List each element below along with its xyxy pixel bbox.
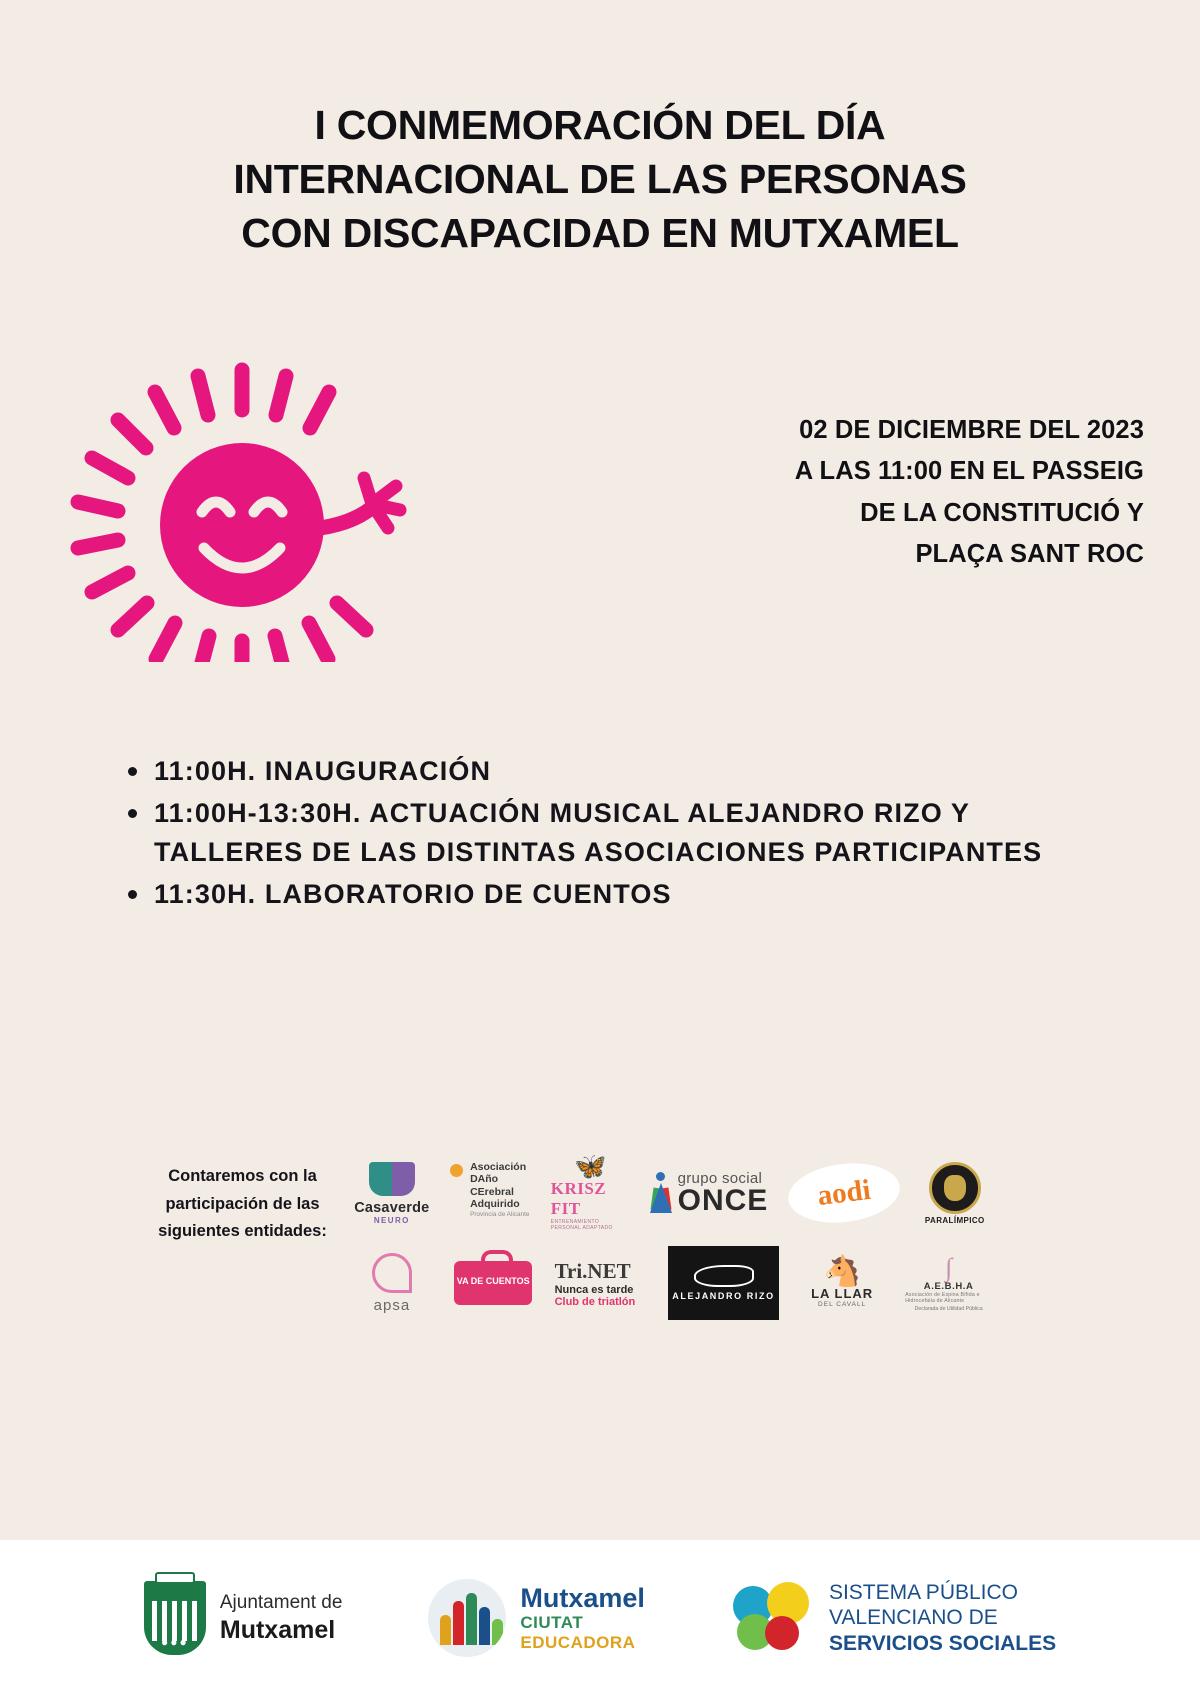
logo-line-1: Asociación: [470, 1161, 527, 1173]
logo-sublabel: Provincia de Alicante: [470, 1211, 530, 1219]
program-list: [122, 752, 1072, 917]
list-item: 11:30H. LABORATORIO DE CUENTOS: [122, 875, 1072, 913]
logo-label: PARALÍMPICO: [924, 1215, 985, 1225]
logo-sublabel: grupo social: [677, 1169, 763, 1187]
aebha-mark-icon: ∫: [945, 1252, 953, 1282]
footer-line-1: SISTEMA PÚBLICO: [828, 1581, 1019, 1605]
list-item: 11:00H. INAUGURACIÓN: [122, 752, 1072, 790]
logo-label: Tri.NET: [554, 1258, 631, 1283]
logo-label: apsa: [373, 1296, 411, 1314]
footer-ciutat-educadora: [428, 1579, 645, 1657]
sponsor-logos-row-1: [352, 1148, 992, 1238]
logo-va-de-cuentos: [450, 1245, 537, 1321]
logo-aodi: [788, 1155, 900, 1231]
sponsor-logos: [352, 1148, 992, 1328]
logo-sublabel: NEURO: [373, 1215, 410, 1225]
logo-trinet: [555, 1245, 650, 1321]
footer-line-2: Mutxamel: [219, 1615, 336, 1644]
butterfly-icon: 🦋: [574, 1151, 607, 1182]
footer-line-1: Ajuntament de: [219, 1592, 343, 1614]
footer-line-2: CIUTAT: [520, 1613, 584, 1633]
event-date: 02 DE DICIEMBRE DEL 2023: [799, 416, 1144, 444]
logo-line-3: CErebral: [470, 1185, 514, 1198]
logo-line-4: Adquirido: [470, 1197, 520, 1210]
event-time-place-1: A LAS 11:00 EN EL PASSEIG: [794, 457, 1144, 486]
footer-servicios-sociales: [731, 1580, 1056, 1656]
logo-label: Casaverde: [354, 1199, 430, 1216]
event-place-3: PLAÇA SANT ROC: [915, 539, 1144, 568]
footer-ajuntament-mutxamel: [144, 1581, 343, 1655]
logo-sublabel-2: Declarada de Utilidad Pública: [914, 1305, 983, 1312]
servicios-sociales-icon: [731, 1582, 815, 1654]
footer-line-3: SERVICIOS SOCIALES: [828, 1631, 1057, 1655]
logo-dano-cerebral: [450, 1155, 533, 1231]
sponsor-logos-row-2: [352, 1238, 992, 1328]
logo-apsa: [352, 1245, 432, 1321]
footer-line-2: VALENCIANO DE: [828, 1606, 998, 1630]
person-icon: [650, 1172, 672, 1214]
entities-label: Contaremos con la participación de las siguientes entidades:: [158, 1167, 327, 1241]
footer-line-1: Mutxamel: [520, 1582, 645, 1613]
event-details: [674, 410, 1144, 575]
list-item: 11:00H-13:30H. ACTUACIÓN MUSICAL ALEJANDRO RIZO Y TALLERES DE LAS DISTINTAS ASOCIACIONES PARTICIPANTES: [122, 794, 1072, 871]
logo-label: ONCE: [677, 1183, 769, 1217]
paralympic-icon: [929, 1162, 981, 1214]
suitcase-icon: [454, 1261, 532, 1305]
page-title: [0, 98, 1200, 260]
logo-krisz-fit: [550, 1151, 631, 1231]
title-line-2: INTERNACIONAL DE LAS PERSONAS: [233, 156, 967, 203]
logo-sublabel: ENTRENAMIENTO PERSONAL ADAPTADO: [550, 1218, 613, 1231]
logo-label: KRISZ FIT: [550, 1178, 607, 1218]
dot-icon: [450, 1164, 463, 1177]
logo-grupo-social-once: [648, 1155, 769, 1231]
event-place-2: DE LA CONSTITUCIÓ Y: [860, 498, 1144, 527]
logo-sublabel-2: Club de triatlón: [554, 1295, 636, 1308]
guitar-icon: [694, 1265, 754, 1287]
logo-aebha: [905, 1245, 992, 1321]
logo-line-2: DAño: [470, 1173, 499, 1186]
horse-icon: 🐴: [823, 1254, 861, 1288]
footer-line-3: EDUCADORA: [520, 1632, 636, 1652]
logo-casaverde: [352, 1155, 432, 1231]
logo-sublabel-1: Nunca es tarde: [554, 1283, 634, 1296]
logo-sublabel: Asociación de Espina Bífida e Hidrocefalia de Alicante: [905, 1291, 980, 1304]
logo-la-llar-del-cavall: [797, 1245, 887, 1321]
logo-label: ALEJANDRO RIZO: [672, 1291, 775, 1301]
logo-label: VA DE CUENTOS: [456, 1276, 530, 1286]
logo-label: A.E.B.H.A: [923, 1280, 974, 1292]
logo-label: LA LLAR: [811, 1286, 874, 1302]
mutxamel-coat-of-arms-icon: ●●●: [144, 1581, 206, 1655]
apsa-mark-icon: [372, 1253, 412, 1293]
logo-sublabel: DEL CAVALL: [818, 1301, 867, 1309]
logo-label: aodi: [815, 1173, 872, 1212]
sun-illustration: [52, 352, 432, 662]
logo-alejandro-rizo: [668, 1246, 779, 1320]
title-line-3: CON DISCAPACIDAD EN MUTXAMEL: [241, 210, 959, 257]
footer-institutional-bar: [0, 1540, 1200, 1696]
aodi-ellipse-icon: [784, 1157, 902, 1228]
logo-paralimpico: [918, 1155, 992, 1231]
casaverde-mark-icon: [369, 1162, 415, 1196]
ciutat-educadora-icon: [428, 1579, 506, 1657]
title-line-1: I CONMEMORACIÓN DEL DÍA: [314, 102, 886, 148]
